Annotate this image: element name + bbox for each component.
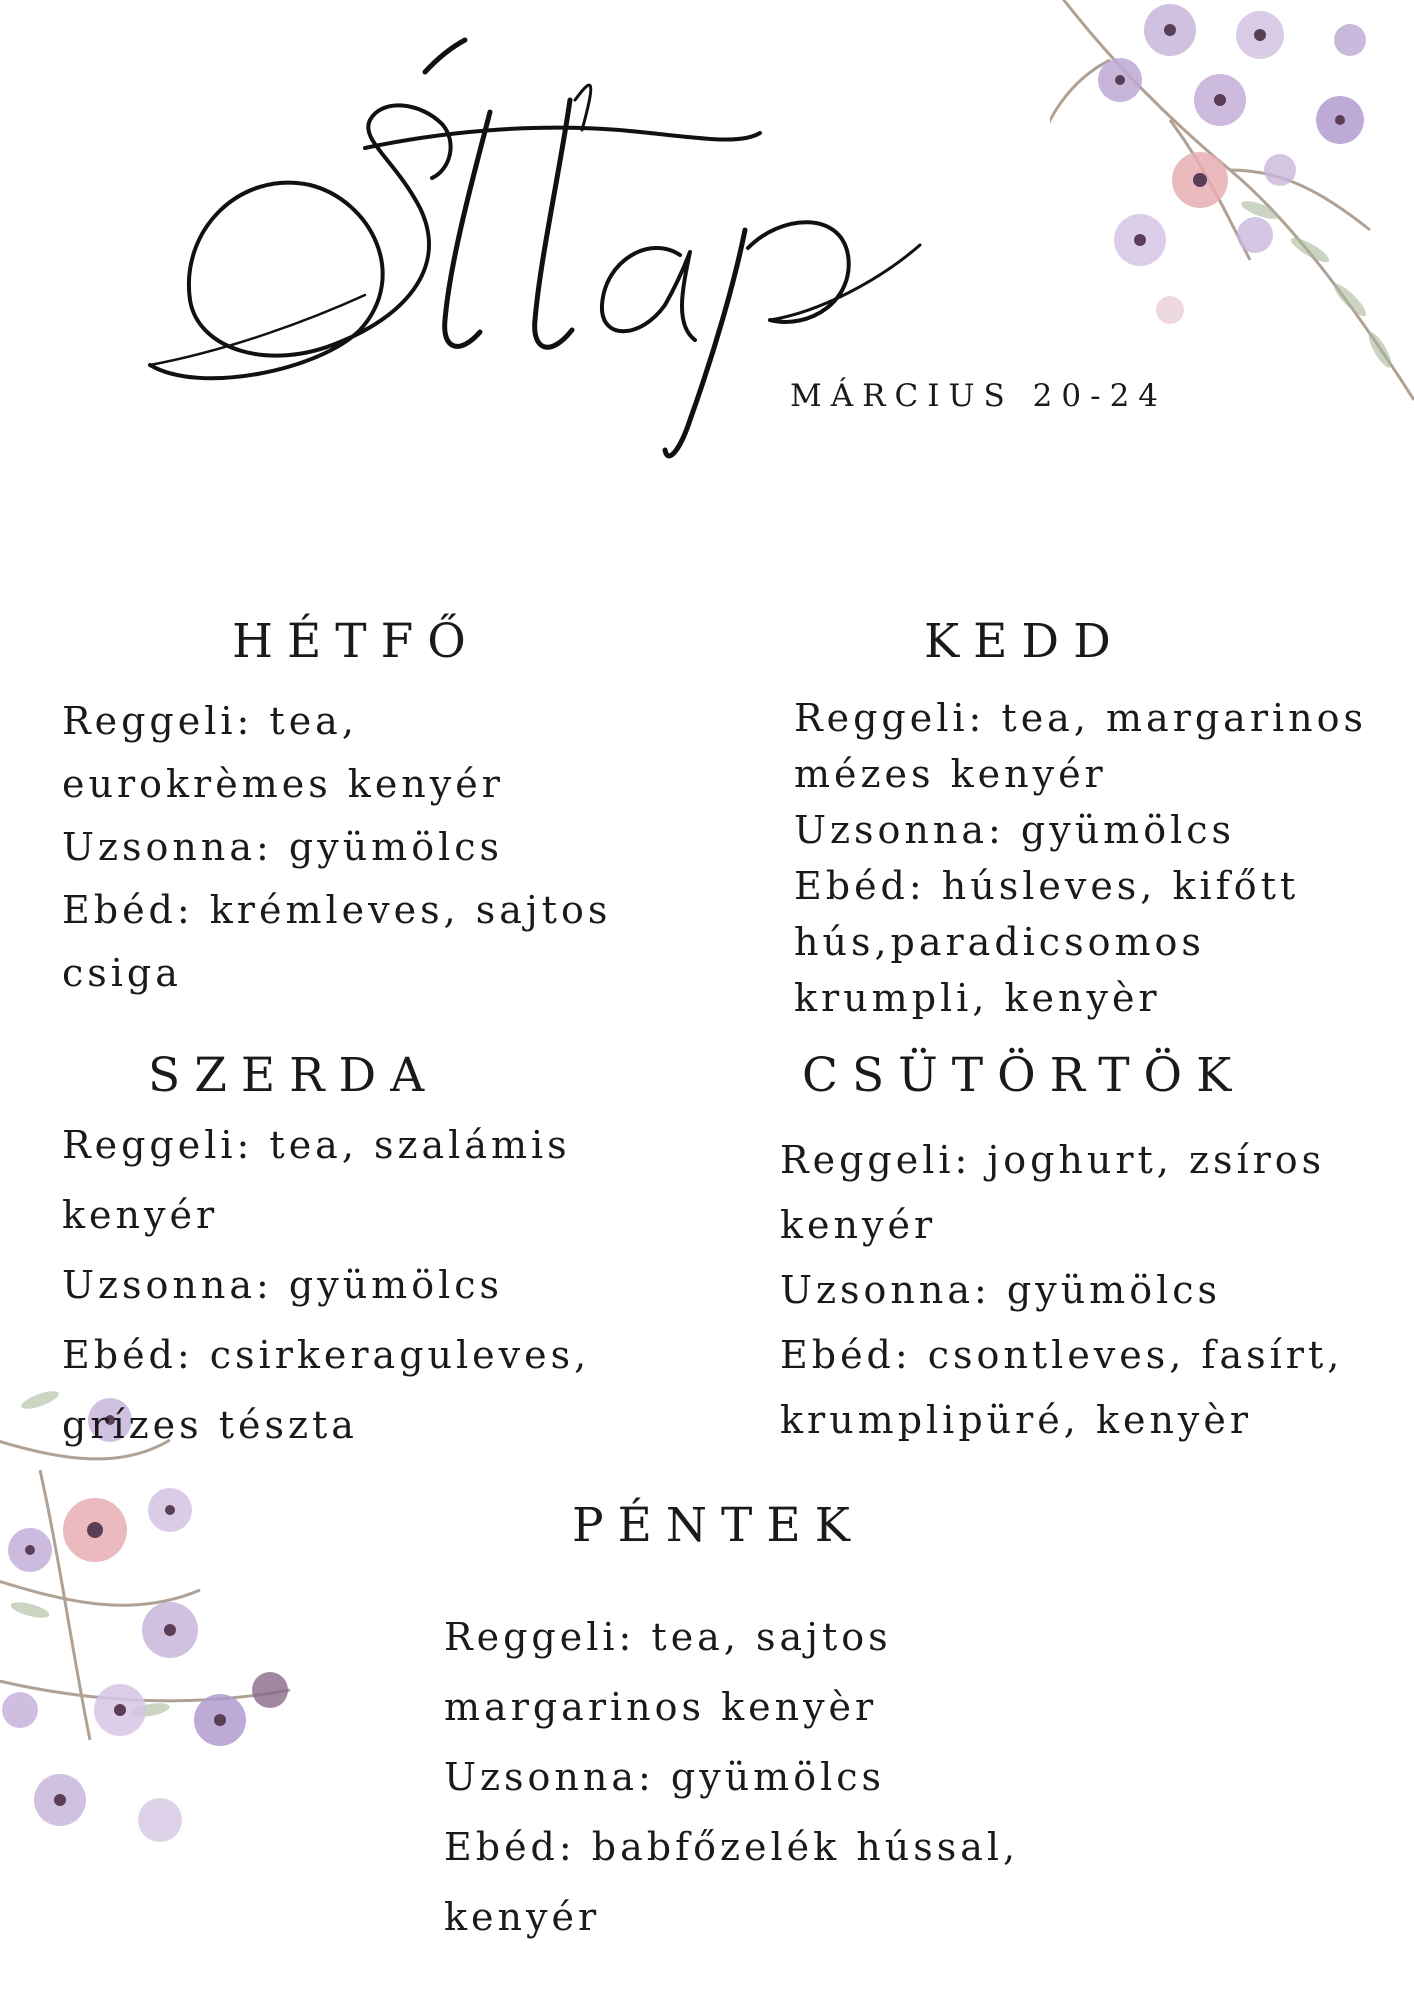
- menu-line: Reggeli: tea, margarinos: [794, 696, 1368, 740]
- menu-szerda: [62, 1110, 590, 1460]
- menu-line: eurokrèmes kenyér: [62, 762, 504, 806]
- menu-line: Ebéd: húsleves, kifőtt: [794, 864, 1300, 908]
- menu-line: margarinos kenyèr: [444, 1685, 878, 1729]
- menu-line: Uzsonna: gyümölcs: [62, 825, 504, 869]
- menu-csutortok: [780, 1128, 1343, 1453]
- menu-pentek: [444, 1602, 1019, 1952]
- menu-line: Reggeli: tea,: [62, 699, 358, 743]
- menu-line: Uzsonna: gyümölcs: [794, 808, 1236, 852]
- menu-line: Reggeli: tea, sajtos: [444, 1615, 892, 1659]
- menu-line: hús,paradicsomos: [794, 920, 1205, 964]
- day-heading-csutortok: CSÜTÖRTÖK: [802, 1048, 1246, 1103]
- day-heading-pentek: PÉNTEK: [572, 1498, 864, 1553]
- menu-line: Uzsonna: gyümölcs: [444, 1755, 886, 1799]
- menu-line: Uzsonna: gyümölcs: [780, 1268, 1222, 1312]
- date-range: MÁRCIUS 20-24: [790, 378, 1168, 414]
- menu-line: Reggeli: joghurt, zsíros: [780, 1138, 1326, 1182]
- menu-line: krumplipüré, kenyèr: [780, 1398, 1253, 1442]
- menu-line: kenyér: [444, 1895, 601, 1939]
- day-heading-hetfo: HÉTFŐ: [232, 614, 480, 669]
- menu-line: csiga: [62, 951, 182, 995]
- menu-line: kenyér: [62, 1193, 219, 1237]
- menu-line: Uzsonna: gyümölcs: [62, 1263, 504, 1307]
- menu-line: kenyér: [780, 1203, 937, 1247]
- menu-line: krumpli, kenyèr: [794, 976, 1161, 1020]
- menu-line: Ebéd: csirkeraguleves,: [62, 1333, 591, 1377]
- menu-line: mézes kenyér: [794, 752, 1107, 796]
- menu-line: grízes tészta: [62, 1403, 358, 1447]
- menu-line: Ebéd: krémleves, sajtos: [62, 888, 612, 932]
- day-heading-szerda: SZERDA: [148, 1048, 439, 1103]
- day-heading-kedd: KEDD: [924, 614, 1125, 669]
- menu-kedd: [794, 690, 1367, 1026]
- floral-decoration-top-right: [1050, 0, 1414, 420]
- menu-line: Reggeli: tea, szalámis: [62, 1123, 571, 1167]
- menu-hetfo: [62, 690, 611, 1005]
- menu-line: Ebéd: babfőzelék hússal,: [444, 1825, 1020, 1869]
- menu-line: Ebéd: csontleves, fasírt,: [780, 1333, 1344, 1377]
